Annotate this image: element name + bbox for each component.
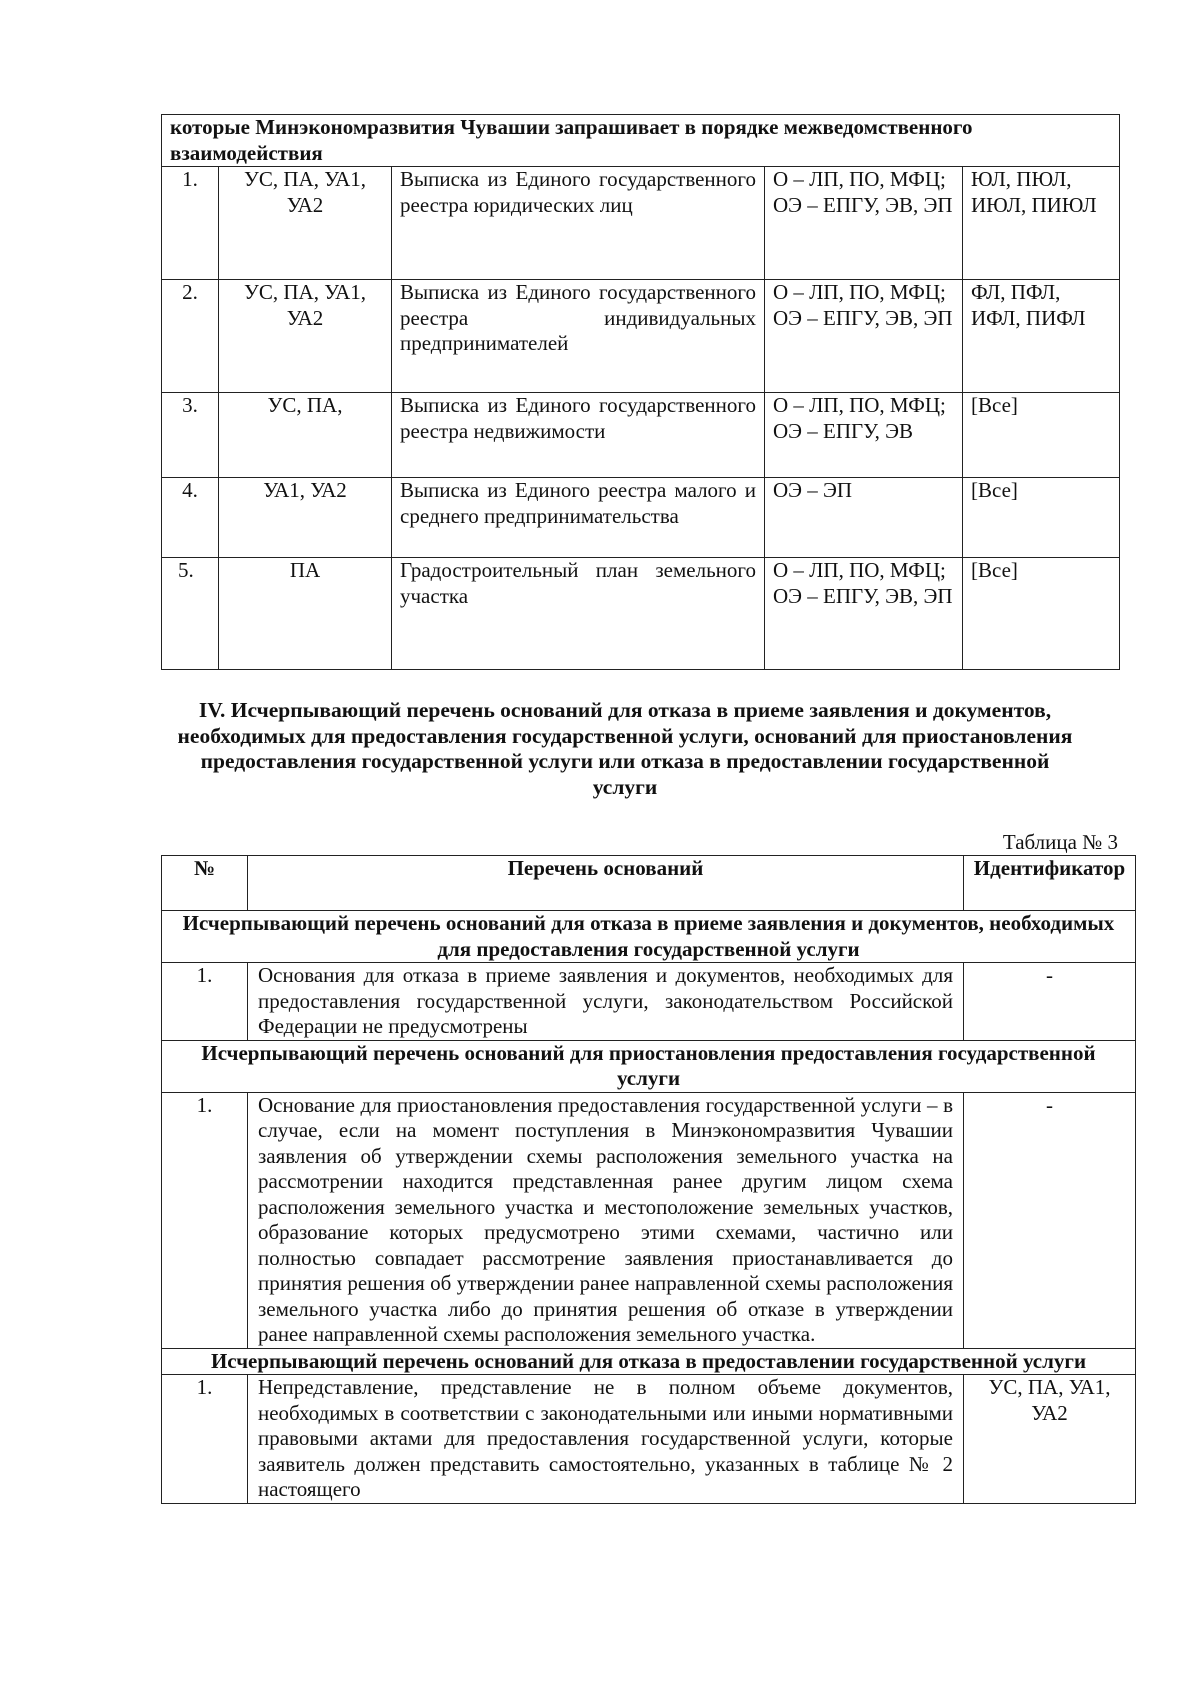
service-codes: УС, ПА, УА1, УА2 (219, 167, 392, 280)
row-number: 2. (162, 280, 219, 393)
table-continuation-header: которые Минэкономразвития Чувашии запрашивает в порядке межведомственного взаимодействия (162, 115, 1120, 167)
service-codes: УС, ПА, (219, 393, 392, 478)
table-row (162, 558, 1120, 670)
row-number: 5. (162, 558, 219, 670)
grounds-text: Непредставление, представление не в полном объеме документов, необходимых в соответствии с законодательными или иными нормативными правовыми актами для предоставления государственной услуги, которые заявитель должен представить самостоятельно, указанных в таблице № 2 настоящего (248, 1375, 964, 1504)
section-title: Исчерпывающий перечень оснований для отказа в предоставлении государственной услуги (162, 1348, 1136, 1375)
interagency-documents-table (161, 114, 1120, 670)
table-row (162, 167, 1120, 280)
service-codes: УА1, УА2 (219, 478, 392, 558)
section-title: Исчерпывающий перечень оснований для отказа в приеме заявления и документов, необходимых для предоставления государственной услуги (162, 911, 1136, 963)
applicant-types: [Все] (963, 393, 1120, 478)
table-row (162, 1375, 1136, 1504)
row-number: 1. (162, 1092, 248, 1348)
table-row (162, 280, 1120, 393)
document-name: Выписка из Единого государственного реестра недвижимости (392, 393, 765, 478)
refusal-grounds-table (161, 855, 1136, 1504)
service-codes: ПА (219, 558, 392, 670)
row-number: 1. (162, 963, 248, 1041)
document-name: Градостроительный план земельного участка (392, 558, 765, 670)
submission-method: О – ЛП, ПО, МФЦ; ОЭ – ЕПГУ, ЭВ, ЭП (765, 280, 963, 393)
section-title: Исчерпывающий перечень оснований для приостановления предоставления государственной услуги (162, 1040, 1136, 1092)
grounds-text: Основание для приостановления предоставления государственной услуги – в случае, если на момент поступления в Минэкономразвития Чувашии заявления об утверждении схемы расположения земельного участка на рассмотрении находится представленная ранее другим лицом схема расположения земельного участка и местоположение земельных участков, образование которых предусмотрено этими схемами, частично или полностью совпадает рассмотрение заявления приостанавливается до принятия решения об утверждении ранее направленной схемы расположения земельного участка либо до принятия решения об отказе в утверждении ранее направленной схемы расположения земельного участка. (248, 1092, 964, 1348)
table-row (162, 393, 1120, 478)
row-number: 1. (162, 1375, 248, 1504)
document-name: Выписка из Единого государственного реестра юридических лиц (392, 167, 765, 280)
column-header-number: № (162, 856, 248, 911)
table-row (162, 478, 1120, 558)
table-header-row (162, 856, 1136, 911)
submission-method: О – ЛП, ПО, МФЦ; ОЭ – ЕПГУ, ЭВ, ЭП (765, 167, 963, 280)
column-header-grounds: Перечень оснований (248, 856, 964, 911)
identifier: УС, ПА, УА1, УА2 (964, 1375, 1136, 1504)
table-header-row (162, 115, 1120, 167)
grounds-text: Основания для отказа в приеме заявления и документов, необходимых для предоставления государственной услуги, законодательством Российской Федерации не предусмотрены (248, 963, 964, 1041)
document-name: Выписка из Единого реестра малого и среднего предпринимательства (392, 478, 765, 558)
applicant-types: ФЛ, ПФЛ, ИФЛ, ПИФЛ (963, 280, 1120, 393)
identifier: - (964, 963, 1136, 1041)
submission-method: О – ЛП, ПО, МФЦ; ОЭ – ЕПГУ, ЭВ (765, 393, 963, 478)
row-number: 1. (162, 167, 219, 280)
applicant-types: ЮЛ, ПЮЛ, ИЮЛ, ПИЮЛ (963, 167, 1120, 280)
table-row (162, 963, 1136, 1041)
table-row (162, 1092, 1136, 1348)
applicant-types: [Все] (963, 558, 1120, 670)
applicant-types: [Все] (963, 478, 1120, 558)
section-title-row (162, 911, 1136, 963)
column-header-identifier: Идентификатор (964, 856, 1136, 911)
identifier: - (964, 1092, 1136, 1348)
section-heading: IV. Исчерпывающий перечень оснований для отказа в приеме заявления и документов, необходимых для предоставления государственной услуги, оснований для приостановления предоставления государственной услуги или отказа в предоставлении государственной услуги (177, 698, 1073, 799)
service-codes: УС, ПА, УА1, УА2 (219, 280, 392, 393)
document-name: Выписка из Единого государственного реестра индивидуальных предпринимателей (392, 280, 765, 393)
table-caption: Таблица № 3 (1002, 830, 1118, 854)
row-number: 3. (162, 393, 219, 478)
section-title-row (162, 1348, 1136, 1375)
submission-method: ОЭ – ЭП (765, 478, 963, 558)
row-number: 4. (162, 478, 219, 558)
section-title-row (162, 1040, 1136, 1092)
submission-method: О – ЛП, ПО, МФЦ; ОЭ – ЕПГУ, ЭВ, ЭП (765, 558, 963, 670)
